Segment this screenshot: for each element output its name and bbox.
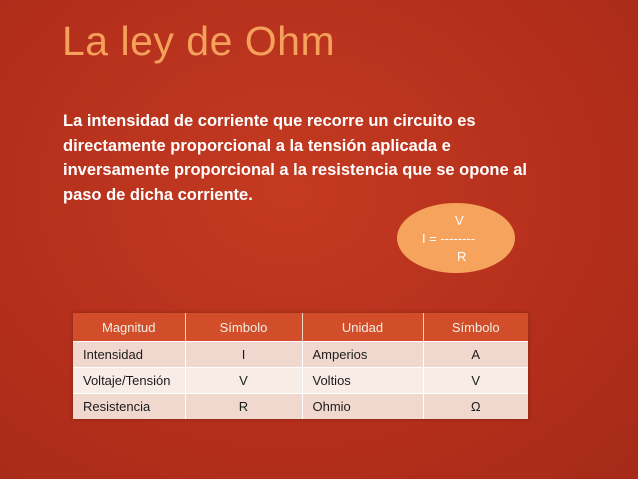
formula-bubble	[397, 203, 515, 273]
formula-denominator: R	[457, 249, 467, 264]
cell-simbolo-unidad: A	[423, 342, 528, 368]
cell-unidad: Ohmio	[302, 394, 423, 420]
cell-magnitud: Voltaje/Tensión	[73, 368, 185, 394]
cell-simbolo-unidad: Ω	[423, 394, 528, 420]
cell-magnitud: Intensidad	[73, 342, 185, 368]
table-row	[73, 394, 528, 420]
header-simbolo: Símbolo	[185, 313, 302, 342]
cell-simbolo-unidad: V	[423, 368, 528, 394]
cell-simbolo: R	[185, 394, 302, 420]
cell-unidad: Voltios	[302, 368, 423, 394]
header-unidad: Unidad	[302, 313, 423, 342]
cell-magnitud: Resistencia	[73, 394, 185, 420]
formula-numerator: V	[455, 213, 464, 228]
table-row	[73, 342, 528, 368]
slide-title: La ley de Ohm	[62, 18, 336, 64]
cell-unidad: Amperios	[302, 342, 423, 368]
table-row	[73, 368, 528, 394]
formula-equation: I = --------	[422, 231, 476, 246]
cell-simbolo: I	[185, 342, 302, 368]
header-magnitud: Magnitud	[73, 313, 185, 342]
header-simbolo-unidad: Símbolo	[423, 313, 528, 342]
table-header-row	[73, 313, 528, 342]
slide-body-text: La intensidad de corriente que recorre un circuito es directamente proporcional a la tensión aplicada e inversamente proporcional a la resistencia que se opone al paso de dicha corriente.	[63, 112, 527, 204]
cell-simbolo: V	[185, 368, 302, 394]
ohm-table	[73, 313, 528, 419]
